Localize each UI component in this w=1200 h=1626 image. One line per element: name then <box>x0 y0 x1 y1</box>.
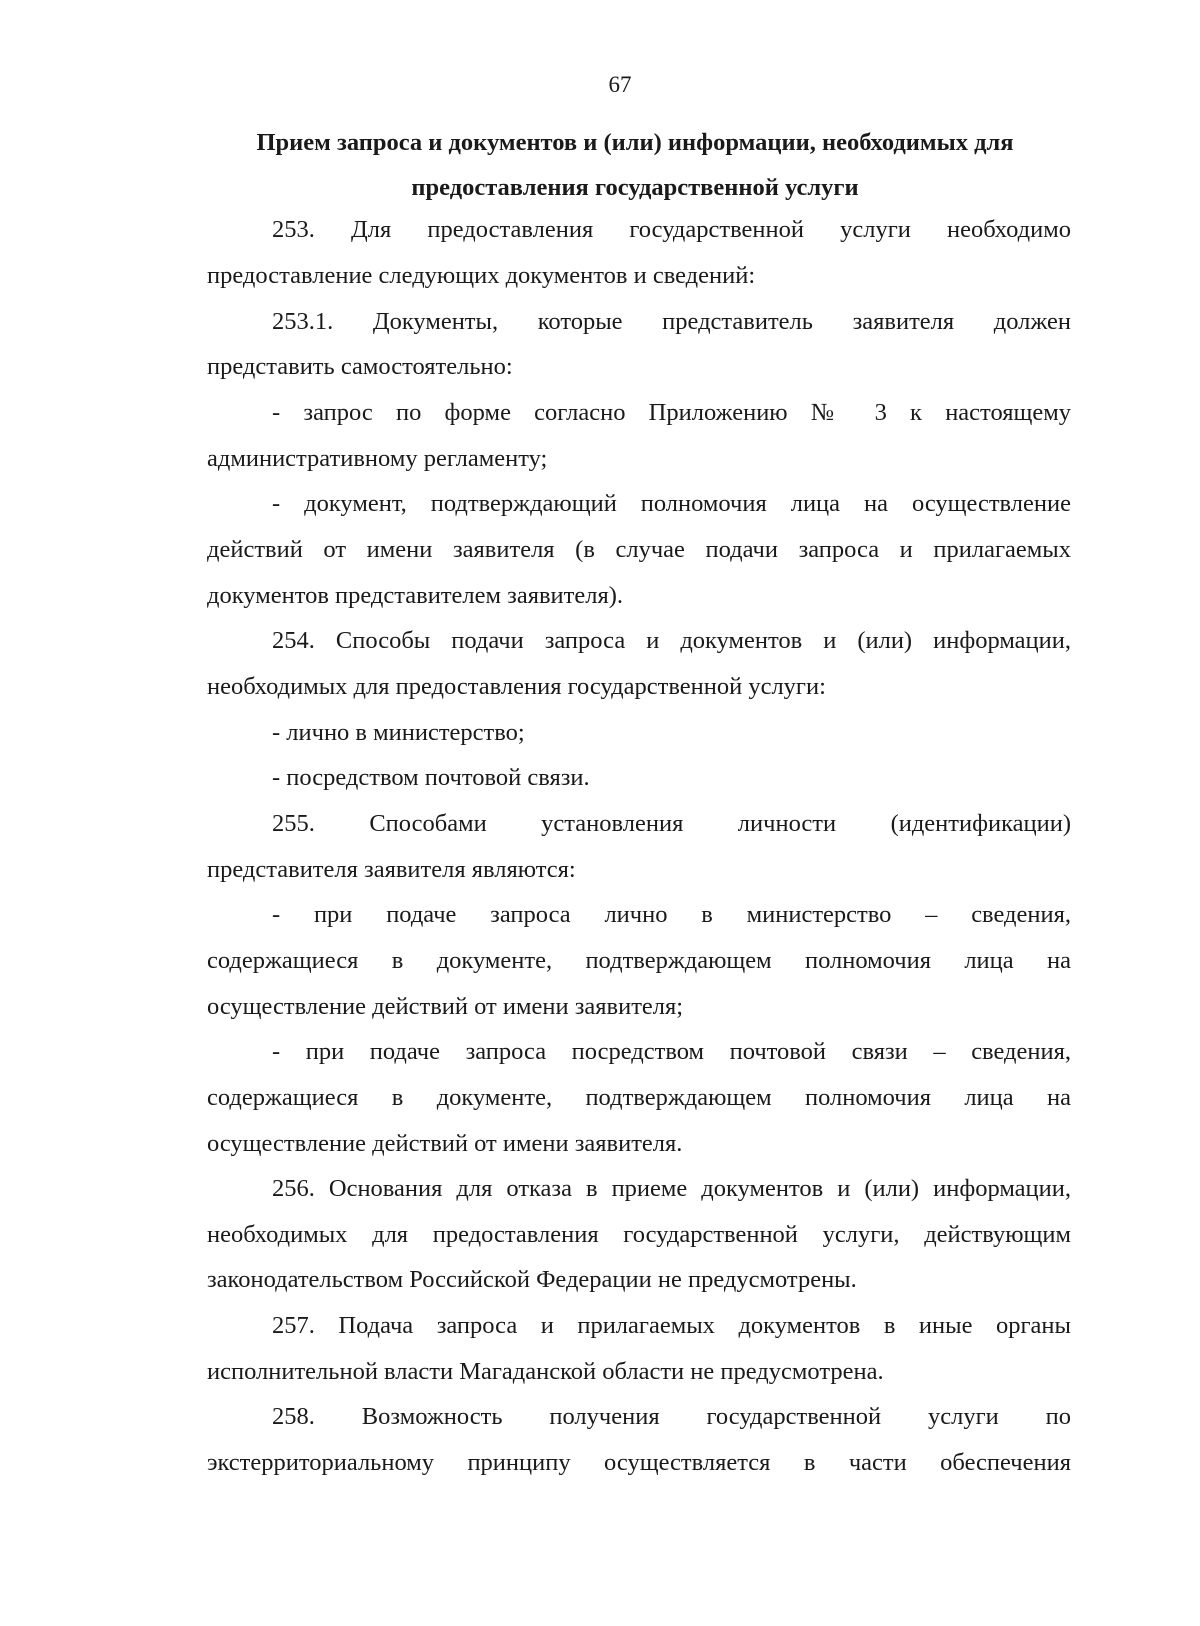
list-item-postal-id-line-3: осуществление действий от имени заявителя. <box>207 1130 683 1157</box>
list-item-postal-id-line-1: - при подаче запроса посредством почтовой связи – сведения, <box>272 1038 1071 1065</box>
paragraph-254-line-1: 254. Способы подачи запроса и документов и (или) информации, <box>272 627 1071 654</box>
list-item-request-line-2: административному регламенту; <box>207 445 548 472</box>
paragraph-253-1-line-1: 253.1. Документы, которые представитель заявителя должен <box>272 308 1071 335</box>
list-item-request-line-1: - запрос по форме согласно Приложению № 3 к настоящему <box>272 399 1071 426</box>
paragraph-256-line-2: необходимых для предоставления государственной услуги, действующим <box>207 1221 1071 1248</box>
paragraph-256-line-3: законодательством Российской Федерации не предусмотрены. <box>207 1266 857 1293</box>
section-heading-line-2: предоставления государственной услуги <box>411 174 859 201</box>
list-item-document-line-2: действий от имени заявителя (в случае подачи запроса и прилагаемых <box>207 536 1071 563</box>
paragraph-255-line-2: представителя заявителя являются: <box>207 856 576 883</box>
paragraph-257-line-1: 257. Подача запроса и прилагаемых документов в иные органы <box>272 1312 1071 1339</box>
list-item-document-line-1: - документ, подтверждающий полномочия лица на осуществление <box>272 490 1071 517</box>
list-item-in-person-id-line-2: содержащиеся в документе, подтверждающем полномочия лица на <box>207 947 1071 974</box>
list-item-postal-id-line-2: содержащиеся в документе, подтверждающем полномочия лица на <box>207 1084 1071 1111</box>
list-item-in-person-id-line-3: осуществление действий от имени заявителя; <box>207 993 684 1020</box>
list-item-postal: - посредством почтовой связи. <box>272 764 590 791</box>
paragraph-253-line-2: предоставление следующих документов и сведений: <box>207 262 756 289</box>
list-item-in-person: - лично в министерство; <box>272 719 525 746</box>
page-number: 67 <box>608 72 632 97</box>
paragraph-253-line-1: 253. Для предоставления государственной услуги необходимо <box>272 216 1071 243</box>
paragraph-257-line-2: исполнительной власти Магаданской области не предусмотрена. <box>207 1358 884 1385</box>
section-heading-line-1: Прием запроса и документов и (или) информации, необходимых для <box>256 129 1014 156</box>
list-item-document-line-3: документов представителем заявителя). <box>207 582 623 609</box>
paragraph-254-line-2: необходимых для предоставления государственной услуги: <box>207 673 826 700</box>
paragraph-258-line-2: экстерриториальному принципу осуществляется в части обеспечения <box>207 1449 1071 1476</box>
list-item-in-person-id-line-1: - при подаче запроса лично в министерство – сведения, <box>272 901 1071 928</box>
paragraph-256-line-1: 256. Основания для отказа в приеме документов и (или) информации, <box>272 1175 1071 1202</box>
paragraph-253-1-line-2: представить самостоятельно: <box>207 353 513 380</box>
paragraph-258-line-1: 258. Возможность получения государственной услуги по <box>272 1403 1071 1430</box>
paragraph-255-line-1: 255. Способами установления личности (идентификации) <box>272 810 1071 837</box>
